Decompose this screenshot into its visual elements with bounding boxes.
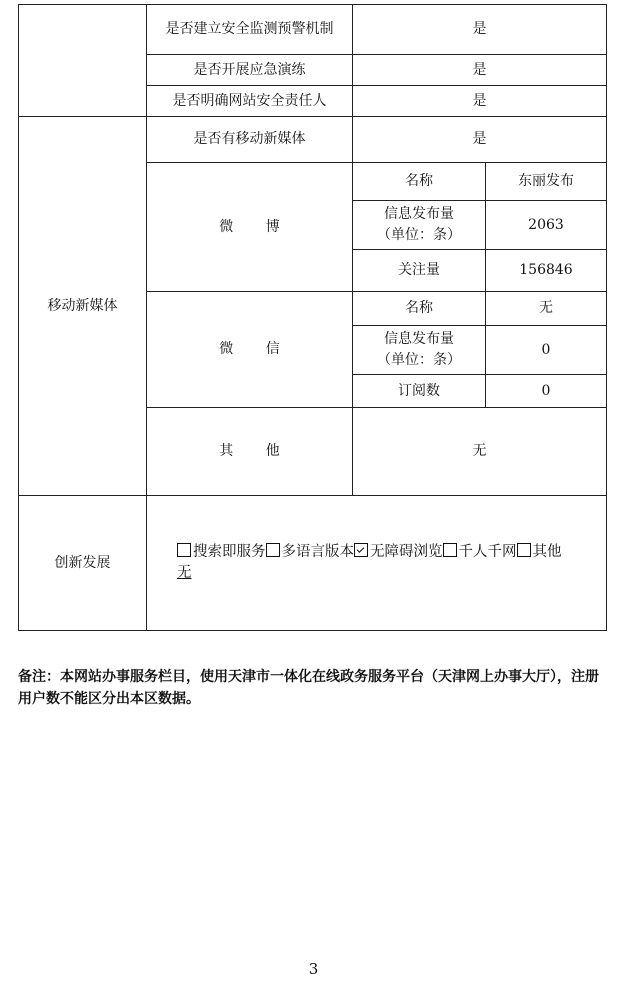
option-label: 无障碍浏览 xyxy=(370,544,443,560)
drill-value: 是 xyxy=(353,55,607,86)
option-multilingual[interactable] xyxy=(266,542,355,563)
weibo-followers-value: 156846 xyxy=(486,250,607,292)
footnote: 备注：本网站办事服务栏目，使用天津市一体化在线政务服务平台（天津网上办事大厅），注册用户数不能区分出本区数据。 xyxy=(18,669,599,707)
drill-label: 是否开展应急演练 xyxy=(147,55,353,86)
weibo-posts-label-line1: 信息发布量 xyxy=(384,206,454,222)
checkbox-icon[interactable] xyxy=(443,543,457,557)
checkbox-checked-icon[interactable] xyxy=(354,543,368,557)
option-label: 多语言版本 xyxy=(281,544,354,560)
wechat-posts-label-line2: （单位：条） xyxy=(377,352,461,368)
report-table xyxy=(18,4,607,631)
wechat-posts-label-line1: 信息发布量 xyxy=(384,331,454,347)
page-number: 3 xyxy=(308,960,319,978)
option-label: 千人千网 xyxy=(458,544,517,560)
table-row xyxy=(19,5,607,55)
other-label: 其 他 xyxy=(147,408,353,496)
weibo-label: 微 博 xyxy=(147,163,353,292)
monitoring-label: 是否建立安全监测预警机制 xyxy=(147,5,353,55)
option-accessibility[interactable] xyxy=(354,542,443,563)
responsible-value: 是 xyxy=(353,86,607,117)
has-media-label: 是否有移动新媒体 xyxy=(147,117,353,163)
weibo-name-label: 名称 xyxy=(353,163,486,201)
option-search-service[interactable] xyxy=(177,542,266,563)
wechat-subscribers-label: 订阅数 xyxy=(353,375,486,408)
table-row xyxy=(19,117,607,163)
checkbox-icon[interactable] xyxy=(266,543,280,557)
wechat-name-label: 名称 xyxy=(353,292,486,326)
option-other[interactable] xyxy=(517,542,562,563)
responsible-label: 是否明确网站安全责任人 xyxy=(147,86,353,117)
weibo-name-value: 东丽发布 xyxy=(486,163,607,201)
wechat-subscribers-value: 0 xyxy=(486,375,607,408)
innovation-options xyxy=(147,496,607,631)
innovation-label: 创新发展 xyxy=(19,496,147,631)
has-media-value: 是 xyxy=(353,117,607,163)
monitoring-value: 是 xyxy=(353,5,607,55)
wechat-posts-label xyxy=(353,326,486,375)
wechat-label: 微 信 xyxy=(147,292,353,408)
other-value: 无 xyxy=(353,408,607,496)
checkbox-icon[interactable] xyxy=(177,543,191,557)
blank-category-cell xyxy=(19,5,147,117)
wechat-name-value: 无 xyxy=(486,292,607,326)
weibo-posts-label xyxy=(353,201,486,250)
option-personalized[interactable] xyxy=(443,542,517,563)
table-row xyxy=(19,496,607,631)
wechat-posts-value: 0 xyxy=(486,326,607,375)
weibo-posts-label-line2: （单位：条） xyxy=(377,227,461,243)
innovation-other-value: 无 xyxy=(177,565,192,581)
option-label: 搜索即服务 xyxy=(193,544,266,560)
checkbox-icon[interactable] xyxy=(517,543,531,557)
mobile-section-label: 移动新媒体 xyxy=(19,117,147,496)
option-label: 其他 xyxy=(532,544,562,560)
weibo-followers-label: 关注量 xyxy=(353,250,486,292)
weibo-posts-value: 2063 xyxy=(486,201,607,250)
